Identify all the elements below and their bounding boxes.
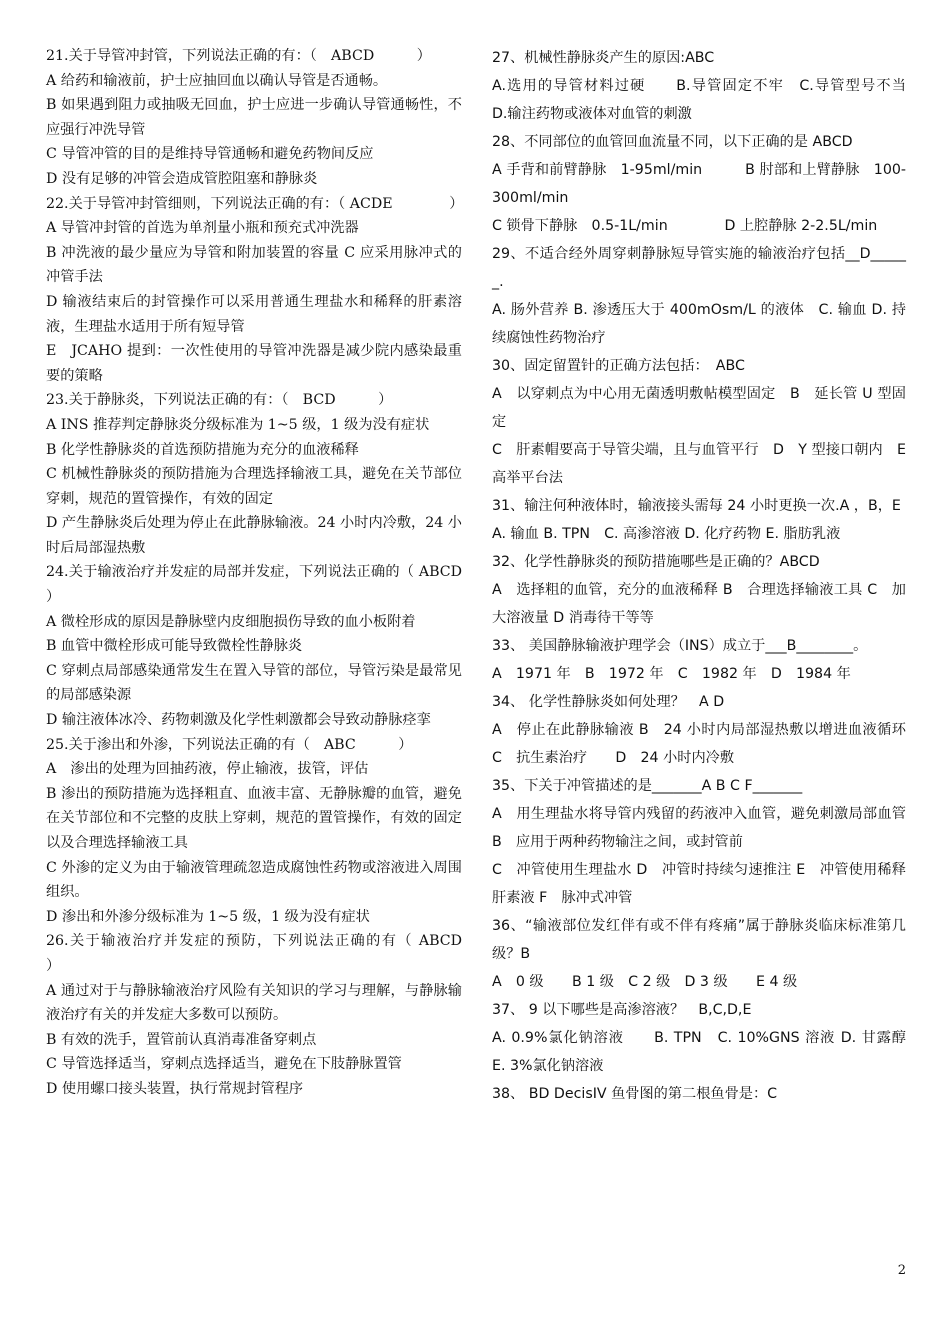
text-line: B 有效的洗手，置管前认真消毒准备穿刺点 — [46, 1031, 317, 1048]
left-column — [46, 44, 505, 1102]
text-line: A 微栓形成的原因是静脉壁内皮细胞损伤导致的血小板附着 — [46, 613, 416, 630]
text-line: D 使用螺口接头装置，执行常规封管程序 — [46, 1080, 304, 1097]
text-line: D 渗出和外渗分级标准为 1~5 级，1 级为没有症状 — [46, 908, 370, 925]
text-line: A INS 推荐判定静脉炎分级标准为 1~5 级，1 级为没有症状 — [46, 416, 430, 433]
text-line: A 0 级 B 1 级 C 2 级 D 3 级 E 4 级 — [492, 974, 798, 990]
text-line: A 以穿刺点为中心用无菌透明敷帖模型固定 B 延长管 U 型固定 — [492, 386, 906, 430]
text-line: C 导管冲管的目的是维持导管通畅和避免药物间反应 — [46, 146, 374, 163]
text-line: 32、化学性静脉炎的预防措施哪些是正确的？ABCD — [492, 554, 820, 570]
text-line: 24.关于输液治疗并发症的局部并发症，下列说法正确的（ ABCD ） — [46, 564, 505, 606]
text-line: A 给药和输液前，护士应抽回血以确认导管是否通畅。 — [46, 72, 388, 89]
text-line: D 输液结束后的封管操作可以采用普通生理盐水和稀释的肝素溶液，生理盐水适用于所有短导管 — [46, 293, 462, 335]
text-line: 29、不适合经外周穿刺静脉短导管实施的输液治疗包括__D______. — [492, 246, 906, 290]
text-line: B 化学性静脉炎的首选预防措施为充分的血液稀释 — [46, 441, 359, 458]
text-line: C 导管选择适当，穿刺点选择适当，避免在下肢静脉置管 — [46, 1056, 402, 1073]
text-line: 38、 BD DecisIV 鱼骨图的第二根鱼骨是：C — [492, 1086, 778, 1102]
text-line: 22.关于导管冲封管细则，下列说法正确的有：（ ACDE ） — [46, 195, 464, 212]
text-line: D 产生静脉炎后处理为停止在此静脉输液。24 小时内冷敷，24 小时后局部湿热敷 — [46, 515, 462, 556]
text-line: 35、下关于冲管描述的是_______A B C F_______ — [492, 778, 803, 794]
text-line: A 1971 年 B 1972 年 C 1982 年 D 1984 年 — [492, 666, 851, 682]
text-line: 36、“输液部位发红伴有或不伴有疼痛”属于静脉炎临床标准第几级？B — [492, 918, 906, 962]
text-line: C 锁骨下静脉 0.5-1L/min D 上腔静脉 2-2.5L/min — [492, 218, 878, 234]
text-line: C 外渗的定义为由于输液管理疏忽造成腐蚀性药物或溶液进入周围组织。 — [46, 859, 462, 901]
text-line: 34、 化学性静脉炎如何处理？ A D — [492, 694, 725, 710]
text-line: 25.关于渗出和外渗，下列说法正确的有（ ABC ） — [46, 736, 413, 753]
text-line: A 停止在此静脉输液 B 24 小时内局部湿热敷以增进血液循环 C 抗生素治疗 D 24 小时内冷敷 — [492, 722, 921, 766]
text-line: 23.关于静脉炎，下列说法正确的有：（ BCD ） — [46, 392, 393, 409]
text-line: A 通过对于与静脉输液治疗风险有关知识的学习与理解，与静脉输液治疗有关的并发症大多数可以预防。 — [46, 982, 462, 1024]
right-column — [492, 44, 935, 1108]
page-number: 2 — [897, 1263, 906, 1278]
text-line: A 导管冲封管的首选为单剂量小瓶和预充式冲洗器 — [46, 220, 359, 237]
text-line: B 渗出的预防措施为选择粗直、血液丰富、无静脉瓣的血管，避免在关节部位和不完整的皮肤上穿刺，规范的置管操作，有效的固定以及合理选择输液工具 — [46, 785, 462, 851]
text-line: 33、 美国静脉输液护理学会（INS）成立于___B________。 — [492, 638, 868, 654]
text-line: A. 输血 B. TPN C. 高渗溶液 D. 化疗药物 E. 脂肪乳液 — [492, 526, 841, 542]
text-line: 27、机械性静脉炎产生的原因:ABC — [492, 50, 715, 66]
text-line: D 输注液体冰冷、药物刺激及化学性刺激都会导致动静脉痉挛 — [46, 712, 431, 729]
text-line: A. 肠外营养 B. 渗透压大于 400mOsm/L 的液体 C. 输血 D. 持续腐蚀性药物治疗 — [492, 302, 906, 346]
text-line: B 血管中微栓形成可能导致微栓性静脉炎 — [46, 638, 303, 655]
text-line: 30、固定留置针的正确方法包括： ABC — [492, 358, 745, 374]
text-line: B 如果遇到阻力或抽吸无回血，护士应进一步确认导管通畅性，不应强行冲洗导管 — [46, 97, 462, 138]
text-line: C 机械性静脉炎的预防措施为合理选择输液工具，避免在关节部位穿刺，规范的置管操作，有效的固定 — [46, 466, 462, 507]
text-line: B 冲洗液的最少量应为导管和附加装置的容量 C 应采用脉冲式的冲管手法 — [46, 244, 462, 286]
text-line: E JCAHO 提到：一次性使用的导管冲洗器是减少院内感染最重要的策略 — [46, 343, 462, 384]
text-line: A 选择粗的血管，充分的血液稀释 B 合理选择输液工具 C 加大溶液量 D 消毒待干等等 — [492, 582, 906, 626]
text-line: C 肝素帽要高于导管尖端，且与血管平行 D Y 型接口朝内 E 高举平台法 — [492, 442, 921, 486]
text-line: 37、 9 以下哪些是高渗溶液？ B,C,D,E — [492, 1002, 752, 1018]
text-line: A 渗出的处理为回抽药液，停止输液，拔管，评估 — [46, 761, 369, 778]
text-line: A 用生理盐水将导管内残留的药液冲入血管，避免刺激局部血管 B 应用于两种药物输注之间，或封管前 — [492, 806, 906, 850]
text-line: 31、输注何种液体时，输液接头需每 24 小时更换一次.A ，B，E — [492, 498, 901, 514]
text-line: A. 0.9%氯化钠溶液 B. TPN C. 10%GNS 溶液 D. 甘露醇 E. 3%氯化钠溶液 — [492, 1030, 921, 1074]
text-line: C 穿刺点局部感染通常发生在置入导管的部位，导管污染是最常见的局部感染源 — [46, 662, 462, 704]
text-line: A 手背和前臂静脉 1-95ml/min B 肘部和上臂静脉 100-300ml/min — [492, 162, 906, 206]
text-line: 28、不同部位的血管回血流量不同，以下正确的是 ABCD — [492, 134, 853, 150]
text-line: C 冲管使用生理盐水 D 冲管时持续匀速推注 E 冲管使用稀释肝素液 F 脉冲式冲管 — [492, 862, 906, 906]
text-line: A.选用的导管材料过硬 B.导管固定不牢 C.导管型号不当 D.输注药物或液体对血管的刺激 — [492, 78, 935, 122]
text-line: D 没有足够的冲管会造成管腔阻塞和静脉炎 — [46, 170, 318, 187]
text-line: 21.关于导管冲封管，下列说法正确的有：（ ABCD ） — [46, 48, 431, 64]
text-line: 26.关于输液治疗并发症的预防，下列说法正确的有（ ABCD ） — [46, 933, 505, 974]
